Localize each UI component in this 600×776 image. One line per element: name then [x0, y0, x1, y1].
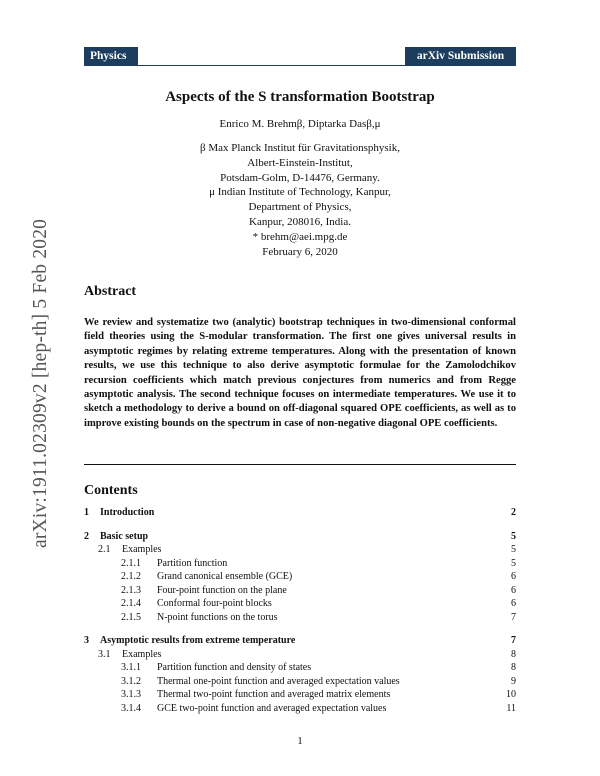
toc-title: Examples — [122, 544, 162, 555]
toc-title: Thermal two-point function and averaged matrix elements — [157, 689, 391, 700]
toc-page: 10 — [506, 689, 516, 700]
toc-page: 6 — [511, 571, 516, 582]
affiliation-line: Potsdam-Golm, D-14476, Germany. — [220, 171, 380, 184]
toc-entry-3-1-2[interactable] — [84, 675, 516, 689]
toc-page: 5 — [511, 544, 516, 555]
affiliation-line: Kanpur, 208016, India. — [249, 215, 351, 228]
toc-entry-2-1[interactable] — [84, 543, 516, 557]
paper-title: Aspects of the S transformation Bootstrap — [165, 89, 435, 105]
toc-number: 3.1.4 — [121, 702, 141, 714]
toc-number: 3.1.3 — [121, 689, 141, 700]
toc-entry-3-1-1[interactable] — [84, 661, 516, 675]
header-rule — [84, 65, 516, 66]
toc-entry-3-1[interactable] — [84, 648, 516, 662]
arxiv-identifier-sidebar[interactable]: arXiv:1911.02309v2 [hep-th] 5 Feb 2020 — [30, 218, 51, 548]
toc-title: Partition function and density of states — [157, 662, 312, 673]
affiliation-line: μ Indian Institute of Technology, Kanpur, — [209, 186, 391, 199]
toc-title: Asymptotic results from extreme temperature — [100, 635, 296, 646]
affiliations — [84, 141, 516, 245]
contents-heading: Contents — [84, 483, 138, 498]
toc-entry-2[interactable] — [84, 530, 516, 544]
authors: Enrico M. Brehmβ, Diptarka Dasβ,μ — [219, 118, 381, 130]
toc-number: 2.1.4 — [121, 598, 141, 609]
toc-title: N-point functions on the torus — [157, 611, 278, 623]
toc-page: 2 — [511, 507, 516, 518]
toc-title: Thermal one-point function and averaged expectation values — [157, 675, 400, 687]
toc-number: 2.1.5 — [121, 611, 141, 623]
header-tag-physics: Physics — [84, 47, 138, 66]
toc-title: Conformal four-point blocks — [157, 598, 272, 609]
abstract-heading: Abstract — [84, 284, 137, 299]
toc-number: 2.1.2 — [121, 571, 141, 582]
toc-page: 8 — [511, 662, 516, 673]
toc-number: 2.1.3 — [121, 584, 141, 596]
toc-page: 6 — [511, 598, 516, 609]
toc-number: 2 — [84, 530, 89, 542]
affiliation-line: Department of Physics, — [248, 201, 352, 214]
toc-entry-3[interactable] — [84, 634, 516, 648]
toc-entry-2-1-2[interactable] — [84, 570, 516, 584]
affiliation-line: Albert-Einstein-Institut, — [247, 156, 353, 169]
toc-number: 2.1.1 — [121, 557, 141, 569]
affiliation-line: β Max Planck Institut für Gravitationsphysik, — [200, 142, 400, 154]
section-divider — [84, 464, 516, 465]
toc-page: 5 — [511, 530, 516, 542]
toc-entry-2-1-3[interactable] — [84, 584, 516, 598]
toc-page: 9 — [511, 675, 516, 687]
toc-entry-2-1-4[interactable] — [84, 597, 516, 611]
toc-entry-2-1-1[interactable] — [84, 557, 516, 571]
toc-entry-3-1-3[interactable] — [84, 688, 516, 702]
email-line[interactable]: * brehm@aei.mpg.de — [252, 230, 348, 243]
toc-entry-1[interactable] — [84, 506, 516, 520]
toc-title: GCE two-point function and averaged expectation values — [157, 702, 387, 714]
toc-page: 5 — [511, 557, 516, 569]
authors-line — [84, 117, 516, 132]
toc-page: 8 — [511, 648, 516, 660]
toc-number: 3.1.2 — [121, 675, 141, 687]
toc-title: Introduction — [100, 507, 155, 518]
toc-number: 3.1.1 — [121, 662, 141, 673]
header-tag-arxiv-submission: arXiv Submission — [405, 47, 516, 66]
toc-number: 1 — [84, 507, 89, 518]
abstract-text: We review and systematize two (analytic) bootstrap techniques in two-dimensional conformal field theories using the S-modular transformation. The first one gives universal results in asymptotic regimes by relating extreme temperatures. Along with the presentation of known results, we use this technique to also derive asymptotic formulae for the Zamolodchikov recursion coefficients which match previous conjectures from numerics and from Regge asymptotic analysis. The second technique focuses on intermediate temperatures. We use it to sketch a methodology to derive a bound on off-diagonal squared OPE coefficients, as well as to improve existing bounds on the spectrum in case of non-negative diagonal OPE coefficients. — [84, 317, 516, 429]
toc-number: 3.1 — [98, 648, 111, 660]
publication-date: February 6, 2020 — [262, 246, 338, 258]
toc-page: 7 — [511, 635, 516, 646]
toc-page: 6 — [511, 584, 516, 596]
toc-title: Four-point function on the plane — [157, 584, 287, 596]
toc-number: 3 — [84, 635, 89, 646]
toc-title: Basic setup — [100, 530, 149, 542]
toc-number: 2.1 — [98, 544, 111, 555]
toc-title: Examples — [122, 648, 162, 660]
toc-title: Grand canonical ensemble (GCE) — [157, 571, 293, 582]
table-of-contents — [84, 506, 516, 715]
toc-entry-3-1-4[interactable] — [84, 702, 516, 716]
toc-title: Partition function — [157, 557, 228, 569]
toc-page: 7 — [511, 611, 516, 623]
toc-entry-2-1-5[interactable] — [84, 611, 516, 625]
toc-page: 11 — [506, 702, 516, 714]
page-number: 1 — [297, 735, 303, 747]
